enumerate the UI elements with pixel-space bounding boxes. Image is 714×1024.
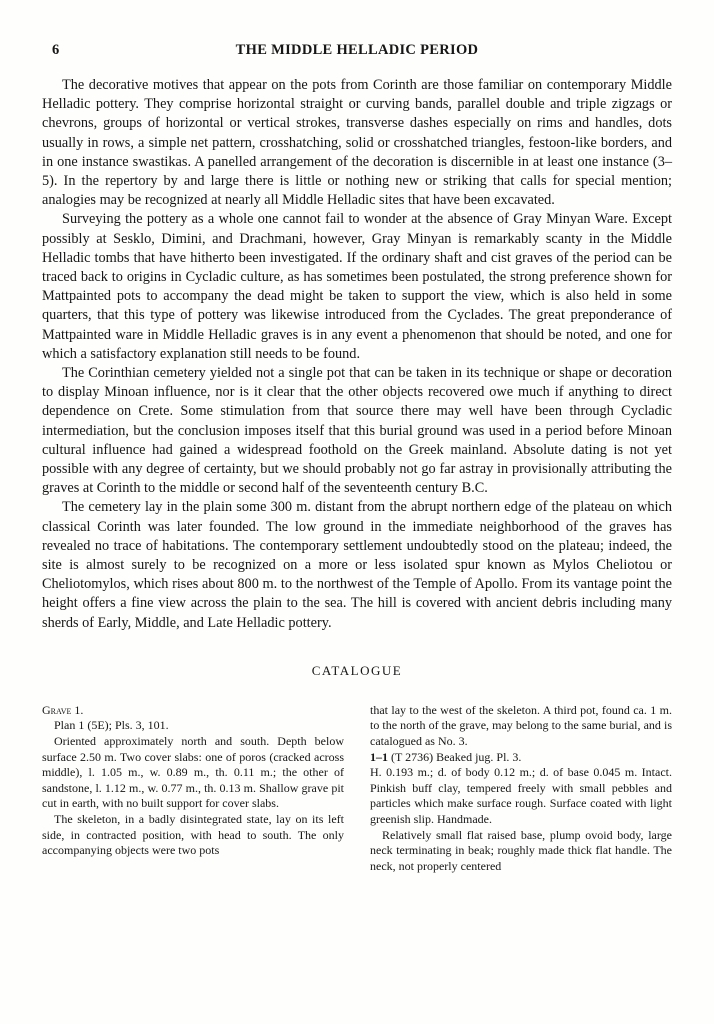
body-paragraph: The Corinthian cemetery yielded not a single pot that can be taken in its technique or shape or decoration to display Minoan influence, nor is it clear that the other objects recovered owe much if anything to direct dependence on Crete. Some stimulation from that source there may well have been through Cycladic intermediation, but the conclusion imposes itself that this burial ground was used in a period before Minoan cultural influence had gained a widespread foothold on the Greek mainland. Absolute dating is not yet possible with any degree of certainty, but we should probably not go far astray in provisionally attributing the graves at Corinth to the middle or second half of the seventeenth century B.C. bbox=[42, 365, 672, 497]
page-header bbox=[42, 42, 672, 62]
catalogue-columns bbox=[42, 703, 672, 875]
body-paragraph: The cemetery lay in the plain some 300 m. distant from the abrupt northern edge of the plateau on which classical Corinth was later founded. The low ground in the immediate neighborhood of the graves has revealed no trace of habitations. The contemporary settlement undoubtedly stood on the plateau; indeed, the site is almost surely to be recognized on a more or less isolated spur known as Mylos Cheliotou or Cheliotomylos, which rises about 800 m. to the northwest of the Temple of Apollo. From its vantage point the height offers a fine view across the plain to the sea. The hill is covered with ancient debris including many sherds of Early, Middle, and Late Helladic pottery. bbox=[42, 499, 672, 631]
plan-reference: Plan 1 (5E); Pls. 3, 101. bbox=[54, 718, 169, 733]
body-text bbox=[42, 76, 672, 633]
catalogue-paragraph: Oriented approximately north and south. Depth below surface 2.50 m. Two cover slabs: one of poros (cracked across middle), l. 1.05 m., w. 0.89 m., th. 0.11 m.; the other of sandstone, l. 1.12 m., w. 0.77 m., th. 0.13 m. Shallow grave pit cut in earth, with no built support for cover slabs. bbox=[42, 734, 344, 811]
catalogue-entry-title: (T 2736) Beaked jug. Pl. 3. bbox=[391, 749, 522, 764]
grave-heading: Grave 1. bbox=[42, 702, 84, 717]
catalogue-continuation-paragraph: that lay to the west of the skeleton. A third pot, found ca. 1 m. to the north of the grave, may belong to the same burial, and is catalogued as No. 3. bbox=[370, 702, 672, 749]
catalogue-paragraph: The skeleton, in a badly disintegrated state, lay on its left side, in contracted position, with head to south. The only accompanying objects were two pots bbox=[42, 812, 344, 858]
catalogue-entry-heading bbox=[370, 750, 672, 766]
running-title: THE MIDDLE HELLADIC PERIOD bbox=[235, 42, 479, 58]
catalogue-entry-number: 1–1 bbox=[370, 749, 388, 764]
catalogue-paragraph: H. 0.193 m.; d. of body 0.12 m.; d. of base 0.045 m. Intact. Pinkish buff clay, tempered freely with small pebbles and particles which make surface rough. Surface coated with light greenish slip. Handmade. bbox=[370, 765, 672, 827]
catalogue-heading: CATALOGUE bbox=[311, 662, 403, 678]
page-number: 6 bbox=[52, 42, 60, 58]
catalogue-paragraph: Relatively small flat raised base, plump ovoid body, large neck terminating in beak; roughly made thick flat handle. The neck, not properly centered bbox=[370, 827, 672, 873]
catalogue-left-column bbox=[42, 703, 344, 875]
body-paragraph: The decorative motives that appear on the pots from Corinth are those familiar on contemporary Middle Helladic pottery. They comprise horizontal straight or curving bands, parallel double and triple zigzags or chevrons, groups of horizontal or vertical strokes, transverse dashes especially on rims and handles, dots usually in rows, a simple net pattern, crosshatching, solid or crosshatched triangles, festoon-like borders, and in one instance swastikas. A panelled arrangement of the decoration is discernible in at least one instance (3–5). In the repertory by and large there is little or nothing new or striking that calls for special mention; analogies may be recognized at nearly all Middle Helladic sites that have been excavated. bbox=[42, 77, 672, 209]
catalogue-right-column bbox=[370, 703, 672, 875]
body-paragraph: Surveying the pottery as a whole one cannot fail to wonder at the absence of Gray Minyan Ware. Except possibly at Sesklo, Dimini, and Drachmani, however, Gray Minyan is remarkably scanty in the Middle Helladic tombs that have hitherto been investigated. If the ordinary shaft and cist graves of the period can be traced back to origins in Cycladic culture, as has sometimes been postulated, the strong preference shown for Mattpainted pots to accompany the dead might be taken to support the view, which is also held in some quarters, that this type of pottery was likewise introduced from the Cyclades. The great preponderance of Mattpainted ware in Middle Helladic graves is in any event a phenomenon that should be noted, and one for which a satisfactory explanation still needs to be found. bbox=[42, 211, 672, 362]
